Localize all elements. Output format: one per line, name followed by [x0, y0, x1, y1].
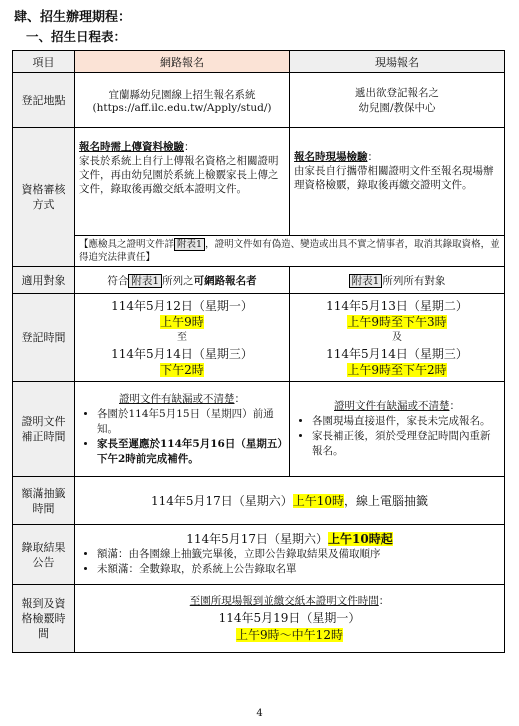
list-item: • 各園現場直接退件，家長未完成報名。	[312, 414, 500, 429]
list-item: • 未額滿：全數錄取，於系統上公告錄取名單	[97, 562, 500, 577]
row-label: 登記地點	[13, 73, 75, 128]
online-registration-time	[75, 294, 290, 382]
row-review	[13, 128, 505, 236]
section-heading: 肆、招生辦理期程：	[14, 10, 132, 25]
row-lottery-time	[13, 477, 505, 525]
colon: ：	[449, 400, 460, 412]
onsite-location	[290, 73, 505, 128]
row-supplement-time	[13, 382, 505, 477]
date: 114年5月17日（星期六）	[186, 532, 329, 546]
date: 114年5月17日（星期六）	[150, 494, 293, 508]
separator: 及	[392, 331, 402, 343]
online-location	[75, 73, 290, 128]
list-item: • 各園於114年5月15日（星期四）前通知。	[97, 407, 285, 437]
row-report	[13, 585, 505, 653]
page-number: 4	[256, 708, 263, 719]
supplement-title: 證明文件有缺漏或不清楚	[334, 400, 450, 412]
time-highlight: 上午9時至下午2時	[347, 362, 447, 377]
date: 114年5月13日（星期二）	[326, 298, 468, 313]
onsite-location-line2: 幼兒園/教保中心	[358, 102, 436, 114]
schedule-table	[12, 50, 505, 653]
text: ，線上電腦抽籤	[344, 494, 429, 508]
row-label: 報到及資格檢覈時間	[13, 585, 75, 653]
text: 所列之	[162, 274, 194, 287]
note-appendix-ref: 附表1	[174, 238, 205, 251]
row-registration-time	[13, 294, 505, 382]
report-time	[75, 585, 505, 653]
supplement-title: 證明文件有缺漏或不清楚	[119, 392, 235, 405]
time-highlight: 上午10時	[292, 494, 345, 508]
appendix-ref: 附表1	[349, 274, 383, 288]
onsite-review-body: 由家長自行攜帶相關證明文件至報名現場辦理資格檢覈，錄取後再繳交證明文件。	[294, 165, 494, 191]
online-eligibility	[75, 267, 290, 294]
time-highlight: 上午10時起	[328, 532, 393, 546]
header-online: 網路報名	[75, 51, 290, 73]
lottery-time	[75, 477, 505, 525]
text: 所列所有對象	[382, 274, 446, 287]
colon: ：	[234, 392, 245, 405]
onsite-registration-time	[290, 294, 505, 382]
time-highlight: 上午9時～中午12時	[236, 628, 343, 642]
section-subheading: 一、招生日程表：	[26, 29, 127, 44]
date: 114年5月19日（星期一）	[218, 611, 361, 625]
online-system-url: (https://aff.ilc.edu.tw/Apply/stud/)	[92, 101, 272, 114]
online-review-title: 報名時需上傳資料檢驗	[79, 141, 184, 153]
online-supplement	[75, 382, 290, 477]
row-location	[13, 73, 505, 128]
note-text-b: ，證明文件如有偽造、變造或出具不實之情事者，取消其錄取資格，並得追究法律責任】	[79, 239, 500, 263]
online-review	[75, 128, 290, 236]
header-item: 項目	[13, 51, 75, 73]
header-onsite: 現場報名	[290, 51, 505, 73]
row-results	[13, 525, 505, 585]
colon: ：	[184, 141, 195, 153]
date: 114年5月14日（星期三）	[111, 346, 253, 361]
list-item: • 額滿：由各園線上抽籤完畢後，立即公告錄取結果及備取順序	[97, 547, 500, 562]
results-announcement	[75, 525, 505, 585]
online-system-name: 宜蘭縣幼兒園線上招生報名系統	[108, 88, 256, 101]
row-label: 錄取結果公告	[13, 525, 75, 585]
separator: 至	[177, 331, 187, 343]
list-item: • 家長至遲應於114年5月16日（星期五）下午2時前完成補件。	[97, 437, 285, 467]
row-review-note	[13, 236, 505, 267]
row-label: 登記時間	[13, 294, 75, 382]
colon: ：	[378, 595, 390, 607]
time-highlight: 上午9時至下午3時	[347, 314, 447, 329]
onsite-review-title: 報名時現場檢驗	[294, 151, 368, 163]
online-review-body: 家長於系統上自行上傳報名資格之相關證明文件，再由幼兒園於系統上檢覈家長上傳之文件，錄取後再繳交紙本證明文件。	[79, 155, 279, 195]
time-highlight: 上午9時	[160, 314, 204, 329]
onsite-eligibility	[290, 267, 505, 294]
text: 符合	[107, 274, 129, 287]
row-label: 額滿抽籤時間	[13, 477, 75, 525]
review-note	[75, 236, 505, 267]
row-label: 資格審核方式	[13, 128, 75, 267]
note-text-a: 【應檢具之證明文件詳	[79, 239, 175, 250]
onsite-location-line1: 遞出欲登記報名之	[355, 87, 439, 99]
text-bold: 可網路報名者	[193, 274, 257, 287]
onsite-review	[290, 128, 505, 236]
colon: ：	[367, 151, 378, 163]
appendix-ref: 附表1	[128, 274, 162, 288]
onsite-supplement	[290, 382, 505, 477]
row-label: 證明文件補正時間	[13, 382, 75, 477]
date: 114年5月14日（星期三）	[326, 346, 468, 361]
time-highlight: 下午2時	[160, 362, 204, 377]
date: 114年5月12日（星期一）	[111, 298, 253, 313]
header-row	[13, 51, 505, 73]
list-item: • 家長補正後，須於受理登記時間內重新報名。	[312, 429, 500, 459]
row-eligibility	[13, 267, 505, 294]
row-label: 適用對象	[13, 267, 75, 294]
report-title: 至園所現場報到並繳交紙本證明文件時間	[189, 595, 379, 607]
